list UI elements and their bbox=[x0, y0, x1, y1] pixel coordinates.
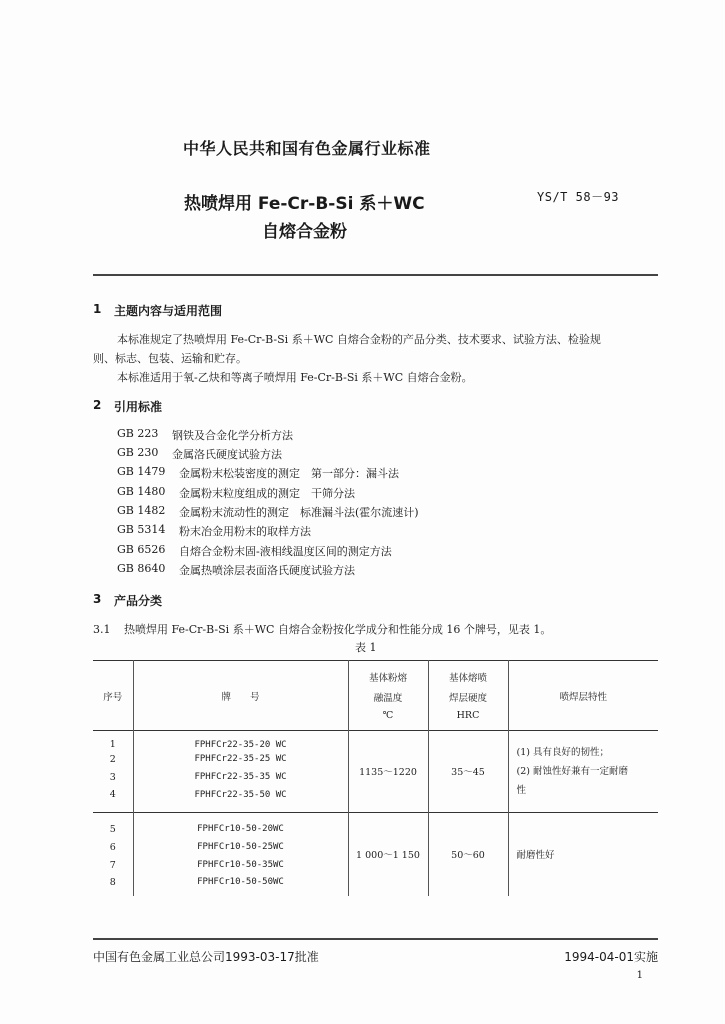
grade-table bbox=[93, 660, 658, 896]
footer-divider bbox=[93, 938, 658, 940]
table-caption: 表 1 bbox=[355, 641, 377, 654]
hardness-header-line1: 基体熔喷 bbox=[448, 673, 487, 684]
grade-cell: FPHFCr10-50-20WC bbox=[133, 812, 348, 838]
grade-cell: FPHFCr22-35-25 WC bbox=[133, 750, 348, 768]
melting-temp-cell: 1135～1220 bbox=[348, 731, 428, 813]
ref-code: GB 1482 bbox=[117, 504, 166, 517]
characteristics-line2: (2) 耐蚀性好兼有一定耐磨 bbox=[516, 765, 628, 777]
approval-line: 中国有色金属工业总公司1993-03-17批准 bbox=[93, 950, 319, 964]
seq-cell: 3 bbox=[109, 771, 116, 783]
grade-cell: FPHFCr22-35-50 WC bbox=[133, 786, 348, 812]
seq-cell: 2 bbox=[109, 753, 116, 765]
ref-code: GB 230 bbox=[117, 446, 159, 459]
section-1-para2: 本标准适用于氧-乙炔和等离子喷焊用 Fe-Cr-B-Si 系＋WC 自熔合金粉。 bbox=[117, 371, 473, 384]
seq-cell: 8 bbox=[109, 876, 116, 888]
col-header-melting-temp bbox=[348, 661, 428, 731]
seq-cell: 5 bbox=[109, 823, 116, 835]
section-3-heading: 产品分类 bbox=[114, 594, 163, 608]
characteristics-line3: 性 bbox=[516, 784, 527, 796]
standard-number: YS/T 58－93 bbox=[537, 190, 620, 204]
col-header-seq: 序号 bbox=[103, 691, 123, 703]
ref-title: 金属热喷涂层表面洛氏硬度试验方法 bbox=[179, 564, 355, 577]
clause-3-1-number: 3.1 bbox=[93, 623, 111, 636]
issuing-organization: 中华人民共和国有色金属行业标准 bbox=[183, 139, 431, 158]
ref-title: 金属粉末流动性的测定 标准漏斗法(霍尔流速计) bbox=[179, 506, 419, 519]
section-2-heading: 引用标准 bbox=[114, 400, 163, 414]
ref-title: 钢铁及合金化学分析方法 bbox=[172, 429, 293, 442]
ref-code: GB 6526 bbox=[117, 543, 166, 556]
section-2-number: 2 bbox=[93, 398, 102, 412]
ref-title: 自熔合金粉末固-液相线温度区间的测定方法 bbox=[179, 545, 392, 558]
melting-temp-header-line2: 融温度 bbox=[373, 693, 403, 704]
seq-cell: 6 bbox=[109, 841, 116, 853]
ref-title: 金属洛氏硬度试验方法 bbox=[172, 448, 282, 461]
clause-3-1-text: 热喷焊用 Fe-Cr-B-Si 系＋WC 自熔合金粉按化学成分和性能分成 16 个牌号，见表 1。 bbox=[124, 623, 552, 636]
ref-title: 金属粉末粒度组成的测定 干筛分法 bbox=[179, 487, 355, 500]
ref-code: GB 1479 bbox=[117, 465, 166, 478]
col-header-hardness bbox=[428, 661, 508, 731]
ref-code: GB 223 bbox=[117, 427, 159, 440]
header-divider bbox=[93, 274, 658, 276]
section-1-para1-line1: 本标准规定了热喷焊用 Fe-Cr-B-Si 系＋WC 自熔合金粉的产品分类、技术要求、试验方法、检验规 bbox=[117, 333, 601, 346]
implementation-date: 1994-04-01实施 bbox=[564, 950, 658, 964]
grade-cell: FPHFCr10-50-50WC bbox=[133, 874, 348, 896]
col-header-characteristics: 喷焊层特性 bbox=[508, 661, 658, 731]
seq-cell: 7 bbox=[109, 859, 116, 871]
grade-cell: FPHFCr10-50-25WC bbox=[133, 838, 348, 856]
standard-title-line2: 自熔合金粉 bbox=[262, 222, 347, 242]
seq-cell: 1 bbox=[109, 739, 116, 750]
grade-cell: FPHFCr10-50-35WC bbox=[133, 856, 348, 874]
characteristics-line1: (1) 具有良好的韧性； bbox=[516, 746, 609, 758]
section-1-heading: 主题内容与适用范围 bbox=[114, 304, 223, 318]
characteristics-cell: 耐磨性好 bbox=[508, 812, 658, 896]
hardness-cell: 50～60 bbox=[428, 812, 508, 896]
melting-temp-header-line1: 基体粉熔 bbox=[368, 673, 407, 684]
page-number: 1 bbox=[636, 970, 643, 981]
ref-title: 金属粉末松装密度的测定 第一部分：漏斗法 bbox=[179, 467, 399, 480]
table-row bbox=[93, 731, 658, 751]
section-1-para1-line2: 则、标志、包装、运输和贮存。 bbox=[93, 352, 247, 365]
table-header-row bbox=[93, 661, 658, 731]
melting-temp-header-unit: ℃ bbox=[382, 710, 394, 721]
hardness-cell: 35～45 bbox=[428, 731, 508, 813]
table-row bbox=[93, 812, 658, 838]
standard-title-line1: 热喷焊用 Fe-Cr-B-Si 系＋WC bbox=[184, 194, 425, 214]
hardness-header-line2: 焊层硬度 bbox=[448, 693, 487, 704]
melting-temp-cell: 1 000～1 150 bbox=[348, 812, 428, 896]
hardness-header-unit: HRC bbox=[456, 710, 480, 721]
ref-title: 粉末冶金用粉末的取样方法 bbox=[179, 525, 311, 538]
ref-code: GB 1480 bbox=[117, 485, 166, 498]
col-header-grade: 牌 号 bbox=[133, 661, 348, 731]
section-1-number: 1 bbox=[93, 302, 102, 316]
seq-cell: 4 bbox=[109, 789, 116, 801]
section-3-number: 3 bbox=[93, 592, 102, 606]
grade-cell: FPHFCr22-35-35 WC bbox=[133, 768, 348, 786]
ref-code: GB 5314 bbox=[117, 523, 166, 536]
characteristics-cell bbox=[508, 731, 658, 813]
ref-code: GB 8640 bbox=[117, 562, 166, 575]
grade-cell: FPHFCr22-35-20 WC bbox=[133, 731, 348, 751]
